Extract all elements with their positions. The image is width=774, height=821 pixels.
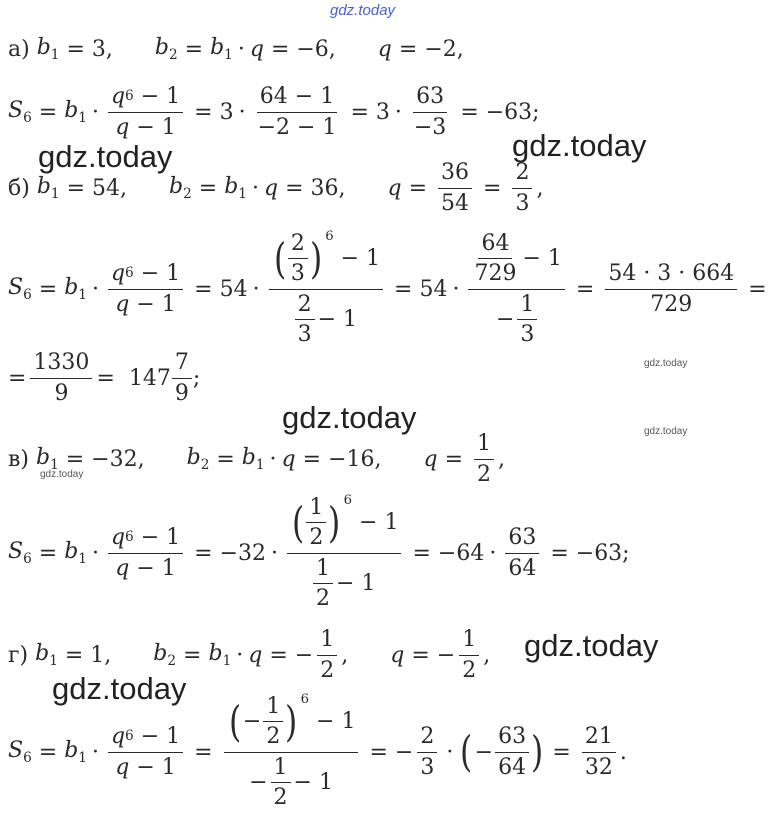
part-b-label: б) xyxy=(8,175,30,201)
part-b-q-num: 36 xyxy=(438,160,472,188)
watermark: gdz.today xyxy=(512,128,647,163)
watermark-small: gdz.today xyxy=(644,358,688,369)
part-g-b1: = 1, xyxy=(64,642,112,668)
part-v-b2: = −16, xyxy=(302,446,382,472)
part-b-coef: 54 xyxy=(219,276,248,302)
part-b-res-den: 9 xyxy=(54,380,69,406)
part-b-q-den2: 3 xyxy=(515,190,530,216)
part-b-b2: = 36, xyxy=(285,175,346,201)
part-v-b1: = −32, xyxy=(65,446,145,472)
part-b-b1: = 54, xyxy=(66,175,128,201)
watermark-small: gdz.today xyxy=(40,469,84,480)
part-a-num1: 64 − 1 xyxy=(257,84,337,112)
part-b-frac-den: 729 xyxy=(474,261,517,287)
part-v-coef: −32 xyxy=(219,540,267,566)
part-a-result: = −63; xyxy=(460,99,540,125)
part-b-coef2: 54 xyxy=(419,276,448,302)
part-g-res-den: 32 xyxy=(584,754,613,780)
part-g-label: г) xyxy=(8,642,29,668)
part-a-den1: −2 − 1 xyxy=(257,114,337,140)
part-v-coef2: −64 xyxy=(437,540,485,566)
part-a-den2: −3 xyxy=(413,114,447,140)
watermark: gdz.today xyxy=(52,671,187,706)
part-b-frac-num: 64 xyxy=(478,231,512,259)
part-b-prod-den: 729 xyxy=(650,291,693,317)
watermark: gdz.today xyxy=(38,139,173,174)
part-b-prod-num: 54 · 3 · 664 xyxy=(605,261,737,289)
part-a-q: = −2, xyxy=(398,36,464,62)
part-a-b1: = 3, xyxy=(66,36,113,62)
part-v-num: 63 xyxy=(505,525,539,553)
part-b-mix-num: 7 xyxy=(172,350,192,378)
part-a-label: а) xyxy=(8,36,30,62)
part-b-q-num2: 2 xyxy=(512,160,532,188)
part-a-b2: = −6, xyxy=(270,36,336,62)
part-b-whole: 147 xyxy=(128,365,171,391)
watermark-top: gdz.today xyxy=(330,2,396,19)
part-v-label: в) xyxy=(8,446,29,472)
part-v-result: = −63; xyxy=(550,540,630,566)
watermark-small: gdz.today xyxy=(644,426,688,437)
watermark: gdz.today xyxy=(282,400,417,435)
part-b-mix-den: 9 xyxy=(174,380,189,406)
part-g-res-num: 21 xyxy=(582,724,616,752)
part-b-q-den: 54 xyxy=(441,190,470,216)
watermark: gdz.today xyxy=(524,628,659,663)
part-b-res-num: 1330 xyxy=(30,350,92,378)
part-a-num2: 63 xyxy=(413,84,447,112)
part-v-den: 64 xyxy=(508,555,537,581)
